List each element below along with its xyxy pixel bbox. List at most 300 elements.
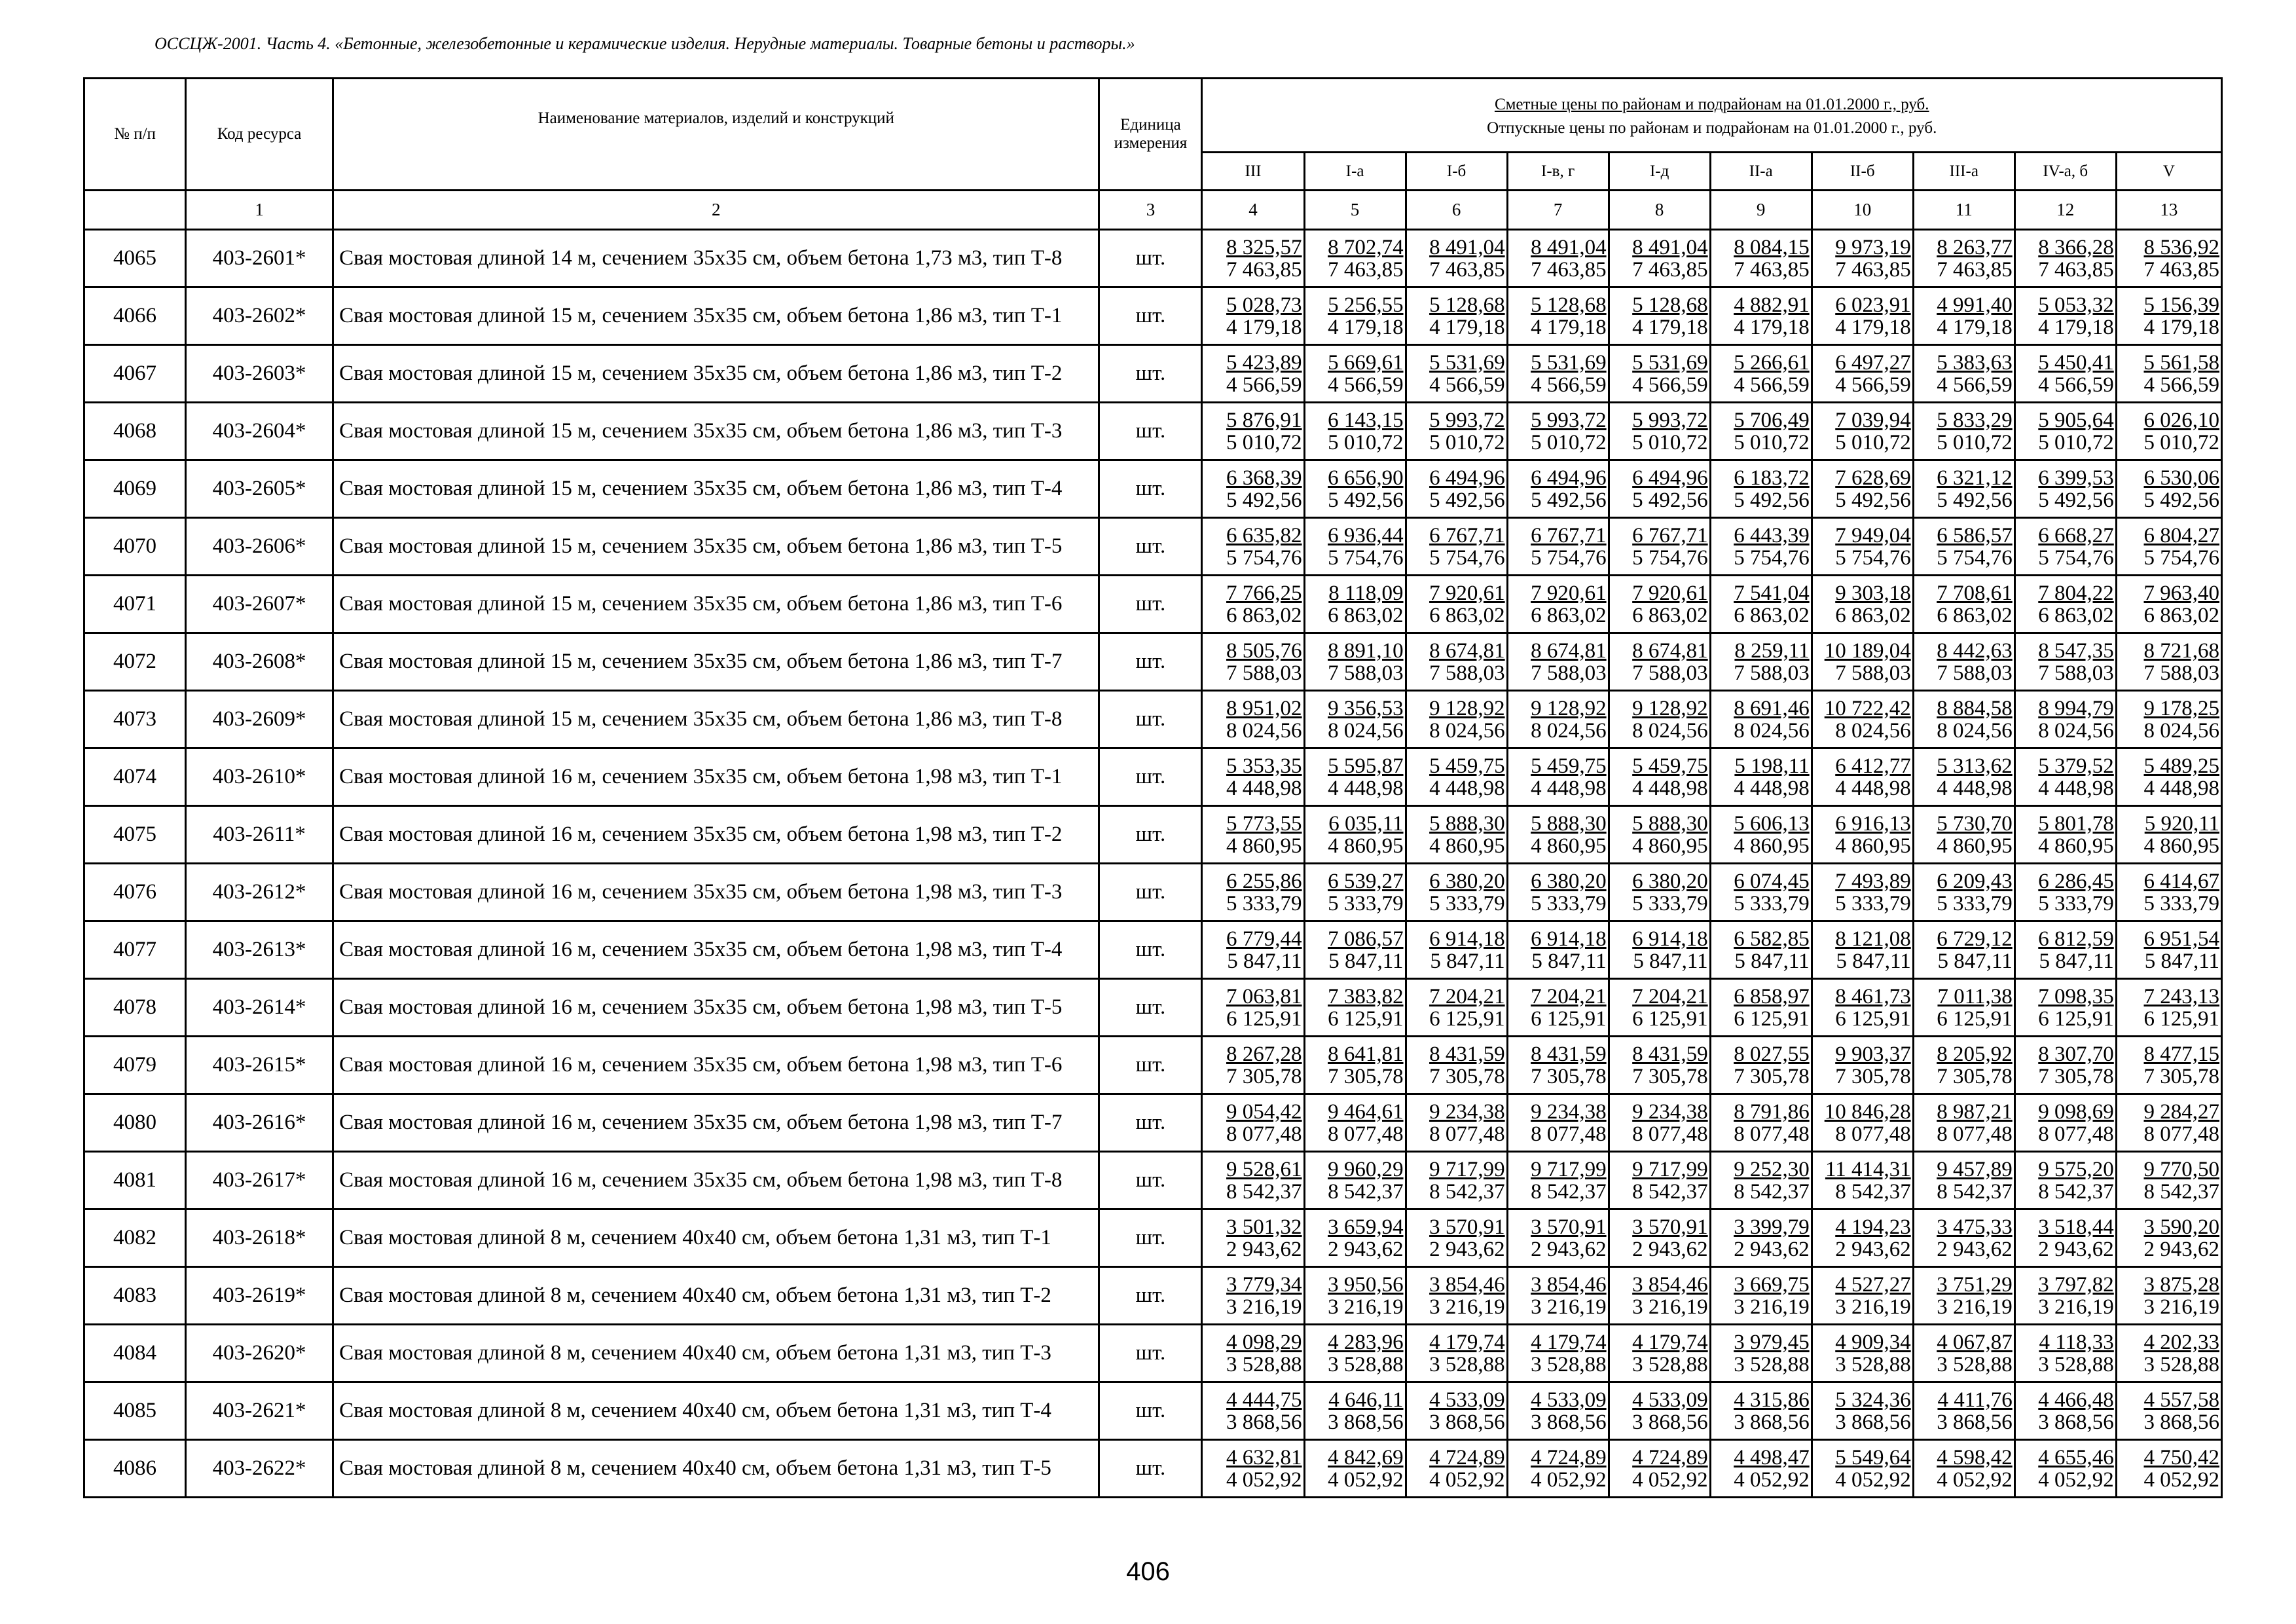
release-price: 7 305,78 [2038, 1064, 2114, 1088]
price-cell [2014, 1152, 2116, 1209]
estimate-price: 4 202,33 [2143, 1330, 2219, 1354]
estimate-price: 8 536,92 [2143, 235, 2219, 259]
price-cell [1406, 633, 1507, 691]
release-price: 5 492,56 [1937, 488, 2013, 512]
release-price: 5 847,11 [1531, 949, 1607, 973]
resource-code: 403-2604* [186, 403, 333, 460]
release-price: 7 588,03 [1937, 661, 2013, 685]
price-cell [1812, 1267, 1913, 1325]
row-number: 4065 [84, 230, 186, 287]
estimate-price: 4 118,33 [2039, 1330, 2114, 1354]
price-cell [2014, 1267, 2116, 1325]
item-name: Свая мостовая длиной 8 м, сечением 40х40 см, объем бетона 1,31 м3, тип Т-2 [333, 1267, 1099, 1325]
estimate-price: 5 531,69 [1531, 350, 1607, 375]
price-cell [1202, 921, 1304, 979]
release-price: 5 754,76 [1835, 545, 1911, 570]
estimate-price: 8 674,81 [1531, 638, 1607, 663]
estimate-price: 8 121,08 [1835, 927, 1911, 951]
document-header: ОССЦЖ-2001. Часть 4. «Бетонные, железобетонные и керамические изделия. Нерудные материалы. Товарные бетоны и растворы.» [155, 34, 1135, 53]
estimate-price: 6 916,13 [1835, 811, 1911, 836]
price-cell [1710, 1440, 1812, 1498]
price-cell [1812, 460, 1913, 518]
price-cell [1304, 576, 1406, 633]
estimate-price: 9 098,69 [2038, 1099, 2114, 1124]
resource-code: 403-2609* [186, 691, 333, 748]
estimate-price: 7 920,61 [1531, 581, 1607, 605]
estimate-price: 6 321,12 [1937, 466, 2013, 490]
release-price: 8 542,37 [1429, 1179, 1505, 1204]
price-cell [1406, 1209, 1507, 1267]
estimate-price: 5 730,70 [1937, 811, 2013, 836]
table-row [84, 633, 2222, 691]
release-price: 4 860,95 [1835, 834, 1911, 858]
price-cell [2116, 691, 2221, 748]
price-cell [1812, 403, 1913, 460]
price-cell [2014, 576, 2116, 633]
unit-cell: шт. [1099, 1267, 1202, 1325]
estimate-price: 7 920,61 [1632, 581, 1708, 605]
page-number: 406 [1126, 1557, 1170, 1586]
price-cell [1304, 691, 1406, 748]
release-price: 4 179,18 [1429, 315, 1505, 339]
column-number [84, 191, 186, 230]
item-name: Свая мостовая длиной 16 м, сечением 35х35 см, объем бетона 1,98 м3, тип Т-3 [333, 864, 1099, 921]
estimate-price: 9 528,61 [1226, 1157, 1302, 1181]
price-cell [1406, 345, 1507, 403]
price-cell [1812, 518, 1913, 576]
estimate-price: 3 475,33 [1937, 1215, 2013, 1239]
estimate-price: 4 067,87 [1937, 1330, 2013, 1354]
estimate-price: 9 284,27 [2143, 1099, 2219, 1124]
release-price: 5 754,76 [2143, 545, 2219, 570]
price-cell [1507, 403, 1609, 460]
estimate-price: 9 054,42 [1226, 1099, 1302, 1124]
release-price: 7 305,78 [1429, 1064, 1505, 1088]
estimate-price: 7 708,61 [1937, 581, 2013, 605]
row-number: 4071 [84, 576, 186, 633]
release-price: 6 863,02 [1937, 603, 2013, 627]
price-cell [1304, 1037, 1406, 1094]
price-cell [1812, 230, 1913, 287]
estimate-price: 8 691,46 [1734, 696, 1810, 720]
price-cell [2014, 1209, 2116, 1267]
table-row [84, 864, 2222, 921]
price-cell [2014, 345, 2116, 403]
release-price: 3 528,88 [1226, 1352, 1302, 1376]
price-cell [1406, 576, 1507, 633]
release-price: 4 179,18 [1937, 315, 2013, 339]
price-cell [1812, 864, 1913, 921]
estimate-price: 7 541,04 [1734, 581, 1810, 605]
estimate-price: 4 598,42 [1937, 1445, 2013, 1469]
price-cell [1710, 345, 1812, 403]
unit-cell: шт. [1099, 460, 1202, 518]
price-cell [1304, 403, 1406, 460]
release-price: 7 588,03 [2143, 661, 2219, 685]
resource-code: 403-2617* [186, 1152, 333, 1209]
price-cell [1406, 691, 1507, 748]
estimate-price: 8 641,81 [1328, 1042, 1404, 1066]
price-cell [1406, 979, 1507, 1037]
estimate-price: 8 431,59 [1632, 1042, 1708, 1066]
estimate-price: 3 570,91 [1429, 1215, 1505, 1239]
estimate-price: 5 383,63 [1937, 350, 2013, 375]
release-price: 7 305,78 [1328, 1064, 1404, 1088]
price-cell [2014, 864, 2116, 921]
release-price: 3 528,88 [1835, 1352, 1911, 1376]
estimate-price: 5 993,72 [1531, 408, 1607, 432]
price-cell [1304, 1094, 1406, 1152]
estimate-price: 3 570,91 [1632, 1215, 1708, 1239]
release-price: 8 024,56 [1835, 718, 1911, 743]
header-code: Код ресурса [186, 79, 333, 191]
estimate-price: 5 128,68 [1429, 293, 1505, 317]
estimate-price: 8 027,55 [1734, 1042, 1810, 1066]
price-cell [2116, 230, 2221, 287]
price-cell [1202, 1267, 1304, 1325]
estimate-price: 4 098,29 [1226, 1330, 1302, 1354]
resource-code: 403-2608* [186, 633, 333, 691]
row-number: 4070 [84, 518, 186, 576]
release-price: 8 077,48 [1632, 1122, 1708, 1146]
estimate-price: 6 582,85 [1734, 927, 1810, 951]
release-price: 5 754,76 [1531, 545, 1607, 570]
estimate-price: 8 951,02 [1226, 696, 1302, 720]
estimate-price: 8 325,57 [1226, 235, 1302, 259]
estimate-price: 4 194,23 [1835, 1215, 1911, 1239]
unit-cell: шт. [1099, 1440, 1202, 1498]
release-price: 8 542,37 [1328, 1179, 1404, 1204]
estimate-price: 8 721,68 [2143, 638, 2219, 663]
estimate-price: 9 234,38 [1429, 1099, 1505, 1124]
price-cell [2116, 1209, 2221, 1267]
estimate-price: 5 706,49 [1734, 408, 1810, 432]
estimate-price: 8 307,70 [2038, 1042, 2114, 1066]
estimate-price: 5 888,30 [1531, 811, 1607, 836]
estimate-price: 8 461,73 [1835, 984, 1911, 1008]
price-cell [1202, 979, 1304, 1037]
estimate-price: 6 914,18 [1632, 927, 1708, 951]
header-region: IV-а, б [2014, 153, 2116, 191]
estimate-price: 7 493,89 [1835, 869, 1911, 893]
price-cell [1406, 748, 1507, 806]
price-cell [2116, 1382, 2221, 1440]
column-number: 12 [2014, 191, 2116, 230]
unit-cell: шт. [1099, 403, 1202, 460]
price-cell [1304, 1209, 1406, 1267]
estimate-price: 6 767,71 [1531, 523, 1607, 547]
estimate-price: 4 283,96 [1328, 1330, 1404, 1354]
row-number: 4083 [84, 1267, 186, 1325]
price-cell [1710, 230, 1812, 287]
release-price: 7 305,78 [1937, 1064, 2013, 1088]
price-cell [1710, 518, 1812, 576]
estimate-price: 5 459,75 [1429, 754, 1505, 778]
release-price: 4 860,95 [1937, 834, 2013, 858]
release-price: 5 010,72 [1937, 430, 2013, 454]
release-price: 3 528,88 [1937, 1352, 2013, 1376]
estimate-price: 5 549,64 [1835, 1445, 1911, 1469]
release-price: 5 847,11 [1328, 949, 1404, 973]
price-cell [1304, 864, 1406, 921]
column-number: 10 [1812, 191, 1913, 230]
price-cell [1812, 1152, 1913, 1209]
estimate-price: 6 951,54 [2143, 927, 2219, 951]
price-cell [1406, 460, 1507, 518]
release-price: 3 216,19 [1429, 1295, 1505, 1319]
release-price: 4 448,98 [1328, 776, 1404, 800]
price-cell [2014, 1037, 2116, 1094]
price-cell [1507, 979, 1609, 1037]
release-price: 3 216,19 [1734, 1295, 1810, 1319]
header-prices-estimate: Сметные цены по районам и подрайонам на 01.01.2000 г., руб. [1494, 96, 1929, 113]
row-number: 4077 [84, 921, 186, 979]
price-cell [2116, 287, 2221, 345]
release-price: 5 754,76 [1937, 545, 2013, 570]
release-price: 7 463,85 [1835, 257, 1911, 282]
price-cell [1812, 345, 1913, 403]
estimate-price: 4 882,91 [1734, 293, 1810, 317]
estimate-price: 6 914,18 [1531, 927, 1607, 951]
estimate-price: 6 586,57 [1937, 523, 2013, 547]
estimate-price: 5 888,30 [1632, 811, 1708, 836]
release-price: 4 566,59 [1531, 373, 1607, 397]
release-price: 8 024,56 [1429, 718, 1505, 743]
item-name: Свая мостовая длиной 15 м, сечением 35х35 см, объем бетона 1,86 м3, тип Т-1 [333, 287, 1099, 345]
price-cell [1609, 1267, 1710, 1325]
release-price: 2 943,62 [1328, 1237, 1404, 1261]
price-cell [1507, 1382, 1609, 1440]
price-cell [1710, 1209, 1812, 1267]
price-cell [1913, 633, 2014, 691]
estimate-price: 4 632,81 [1226, 1445, 1302, 1469]
price-cell [1507, 806, 1609, 864]
release-price: 5 492,56 [1632, 488, 1708, 512]
row-number: 4066 [84, 287, 186, 345]
release-price: 5 492,56 [2143, 488, 2219, 512]
release-price: 5 847,11 [2039, 949, 2114, 973]
estimate-price: 9 178,25 [2143, 696, 2219, 720]
estimate-price: 6 779,44 [1226, 927, 1302, 951]
price-cell [1609, 633, 1710, 691]
price-cell [1406, 1037, 1507, 1094]
release-price: 5 847,11 [1734, 949, 1810, 973]
estimate-price: 5 595,87 [1328, 754, 1404, 778]
release-price: 4 566,59 [1937, 373, 2013, 397]
estimate-price: 8 477,15 [2143, 1042, 2219, 1066]
header-region: I-в, г [1507, 153, 1609, 191]
price-cell [1913, 1382, 2014, 1440]
release-price: 7 463,85 [1328, 257, 1404, 282]
estimate-price: 5 423,89 [1226, 350, 1302, 375]
release-price: 2 943,62 [1226, 1237, 1302, 1261]
estimate-price: 7 920,61 [1429, 581, 1505, 605]
unit-cell: шт. [1099, 979, 1202, 1037]
estimate-price: 4 466,48 [2038, 1388, 2114, 1412]
estimate-price: 4 179,74 [1632, 1330, 1708, 1354]
price-cell [1304, 748, 1406, 806]
release-price: 7 588,03 [1531, 661, 1607, 685]
estimate-price: 6 183,72 [1734, 466, 1810, 490]
estimate-price: 6 812,59 [2038, 927, 2114, 951]
table-row [84, 1440, 2222, 1498]
estimate-price: 8 267,28 [1226, 1042, 1302, 1066]
row-number: 4072 [84, 633, 186, 691]
estimate-price: 3 979,45 [1734, 1330, 1810, 1354]
header-region: III [1202, 153, 1304, 191]
unit-cell: шт. [1099, 921, 1202, 979]
release-price: 3 868,56 [1328, 1410, 1404, 1434]
estimate-price: 6 368,39 [1226, 466, 1302, 490]
price-cell [1406, 403, 1507, 460]
release-price: 6 863,02 [1531, 603, 1607, 627]
estimate-price: 6 539,27 [1328, 869, 1404, 893]
item-name: Свая мостовая длиной 16 м, сечением 35х35 см, объем бетона 1,98 м3, тип Т-7 [333, 1094, 1099, 1152]
release-price: 5 492,56 [1226, 488, 1302, 512]
row-number: 4085 [84, 1382, 186, 1440]
release-price: 6 863,02 [1835, 603, 1911, 627]
header-np: № п/п [84, 79, 186, 191]
price-cell [1913, 345, 2014, 403]
release-price: 5 010,72 [1531, 430, 1607, 454]
release-price: 8 542,37 [1937, 1179, 2013, 1204]
price-cell [1609, 864, 1710, 921]
release-price: 5 333,79 [1734, 891, 1810, 915]
price-cell [1202, 230, 1304, 287]
price-cell [2116, 1325, 2221, 1382]
estimate-price: 6 399,53 [2038, 466, 2114, 490]
release-price: 2 943,62 [2143, 1237, 2219, 1261]
release-price: 4 179,18 [1734, 315, 1810, 339]
item-name: Свая мостовая длиной 8 м, сечением 40х40 см, объем бетона 1,31 м3, тип Т-5 [333, 1440, 1099, 1498]
price-cell [1812, 1094, 1913, 1152]
row-number: 4074 [84, 748, 186, 806]
estimate-price: 7 011,38 [1937, 984, 2013, 1008]
item-name: Свая мостовая длиной 15 м, сечением 35х35 см, объем бетона 1,86 м3, тип Т-2 [333, 345, 1099, 403]
estimate-price: 3 854,46 [1429, 1272, 1505, 1297]
column-number: 9 [1710, 191, 1812, 230]
release-price: 4 052,92 [2038, 1467, 2114, 1492]
price-cell [1710, 460, 1812, 518]
price-cell [1812, 633, 1913, 691]
resource-code: 403-2606* [186, 518, 333, 576]
estimate-price: 6 914,18 [1429, 927, 1505, 951]
estimate-price: 9 234,38 [1632, 1099, 1708, 1124]
estimate-price: 5 266,61 [1734, 350, 1810, 375]
column-number: 2 [333, 191, 1099, 230]
estimate-price: 8 791,86 [1734, 1099, 1810, 1124]
estimate-price: 8 994,79 [2038, 696, 2114, 720]
release-price: 2 943,62 [1632, 1237, 1708, 1261]
estimate-price: 8 702,74 [1328, 235, 1404, 259]
unit-cell: шт. [1099, 691, 1202, 748]
price-cell [1710, 691, 1812, 748]
release-price: 4 566,59 [1835, 373, 1911, 397]
estimate-price: 3 501,32 [1226, 1215, 1302, 1239]
estimate-price: 9 128,92 [1531, 696, 1607, 720]
release-price: 6 125,91 [1531, 1006, 1607, 1031]
row-number: 4078 [84, 979, 186, 1037]
price-cell [1202, 460, 1304, 518]
estimate-price: 8 884,58 [1937, 696, 2013, 720]
price-cell [1304, 1267, 1406, 1325]
release-price: 5 333,79 [1226, 891, 1302, 915]
price-cell [1812, 1440, 1913, 1498]
release-price: 5 492,56 [2038, 488, 2114, 512]
price-cell [1812, 979, 1913, 1037]
price-cell [1406, 1440, 1507, 1498]
table-row [84, 979, 2222, 1037]
price-cell [1304, 806, 1406, 864]
table-row [84, 460, 2222, 518]
release-price: 4 179,18 [2038, 315, 2114, 339]
release-price: 5 492,56 [1328, 488, 1404, 512]
estimate-price: 9 252,30 [1734, 1157, 1810, 1181]
estimate-price: 3 669,75 [1734, 1272, 1810, 1297]
release-price: 3 528,88 [2143, 1352, 2219, 1376]
price-cell [2014, 979, 2116, 1037]
estimate-price: 5 920,11 [2144, 811, 2219, 836]
release-price: 7 463,85 [1632, 257, 1708, 282]
price-cell [1202, 691, 1304, 748]
price-cell [2116, 806, 2221, 864]
resource-code: 403-2611* [186, 806, 333, 864]
price-cell [2116, 1152, 2221, 1209]
price-cell [1812, 1037, 1913, 1094]
unit-cell: шт. [1099, 518, 1202, 576]
unit-cell: шт. [1099, 1037, 1202, 1094]
row-number: 4076 [84, 864, 186, 921]
release-price: 8 542,37 [1226, 1179, 1302, 1204]
release-price: 3 868,56 [1531, 1410, 1607, 1434]
release-price: 8 077,48 [2143, 1122, 2219, 1146]
price-cell [1609, 460, 1710, 518]
price-cell [1304, 518, 1406, 576]
estimate-price: 4 179,74 [1531, 1330, 1607, 1354]
price-cell [1507, 345, 1609, 403]
release-price: 5 754,76 [1429, 545, 1505, 570]
estimate-price: 5 993,72 [1429, 408, 1505, 432]
release-price: 7 588,03 [2038, 661, 2114, 685]
price-cell [1913, 1209, 2014, 1267]
price-cell [1507, 576, 1609, 633]
table-row [84, 806, 2222, 864]
release-price: 5 333,79 [2038, 891, 2114, 915]
estimate-price: 7 204,21 [1632, 984, 1708, 1008]
estimate-price: 5 313,62 [1937, 754, 2013, 778]
column-number: 7 [1507, 191, 1609, 230]
price-cell [1913, 576, 2014, 633]
release-price: 7 588,03 [1734, 661, 1810, 685]
estimate-price: 5 156,39 [2143, 293, 2219, 317]
release-price: 4 860,95 [2143, 834, 2219, 858]
resource-code: 403-2622* [186, 1440, 333, 1498]
release-price: 4 448,98 [2143, 776, 2219, 800]
price-cell [1710, 1267, 1812, 1325]
price-cell [1609, 518, 1710, 576]
resource-code: 403-2614* [186, 979, 333, 1037]
price-cell [2014, 230, 2116, 287]
release-price: 3 868,56 [1632, 1410, 1708, 1434]
release-price: 6 863,02 [1328, 603, 1404, 627]
release-price: 8 542,37 [2038, 1179, 2114, 1204]
price-cell [1710, 921, 1812, 979]
estimate-price: 5 905,64 [2038, 408, 2114, 432]
price-cell [2014, 806, 2116, 864]
estimate-price: 7 804,22 [2038, 581, 2114, 605]
release-price: 6 863,02 [1632, 603, 1708, 627]
estimate-price: 4 842,69 [1328, 1445, 1404, 1469]
